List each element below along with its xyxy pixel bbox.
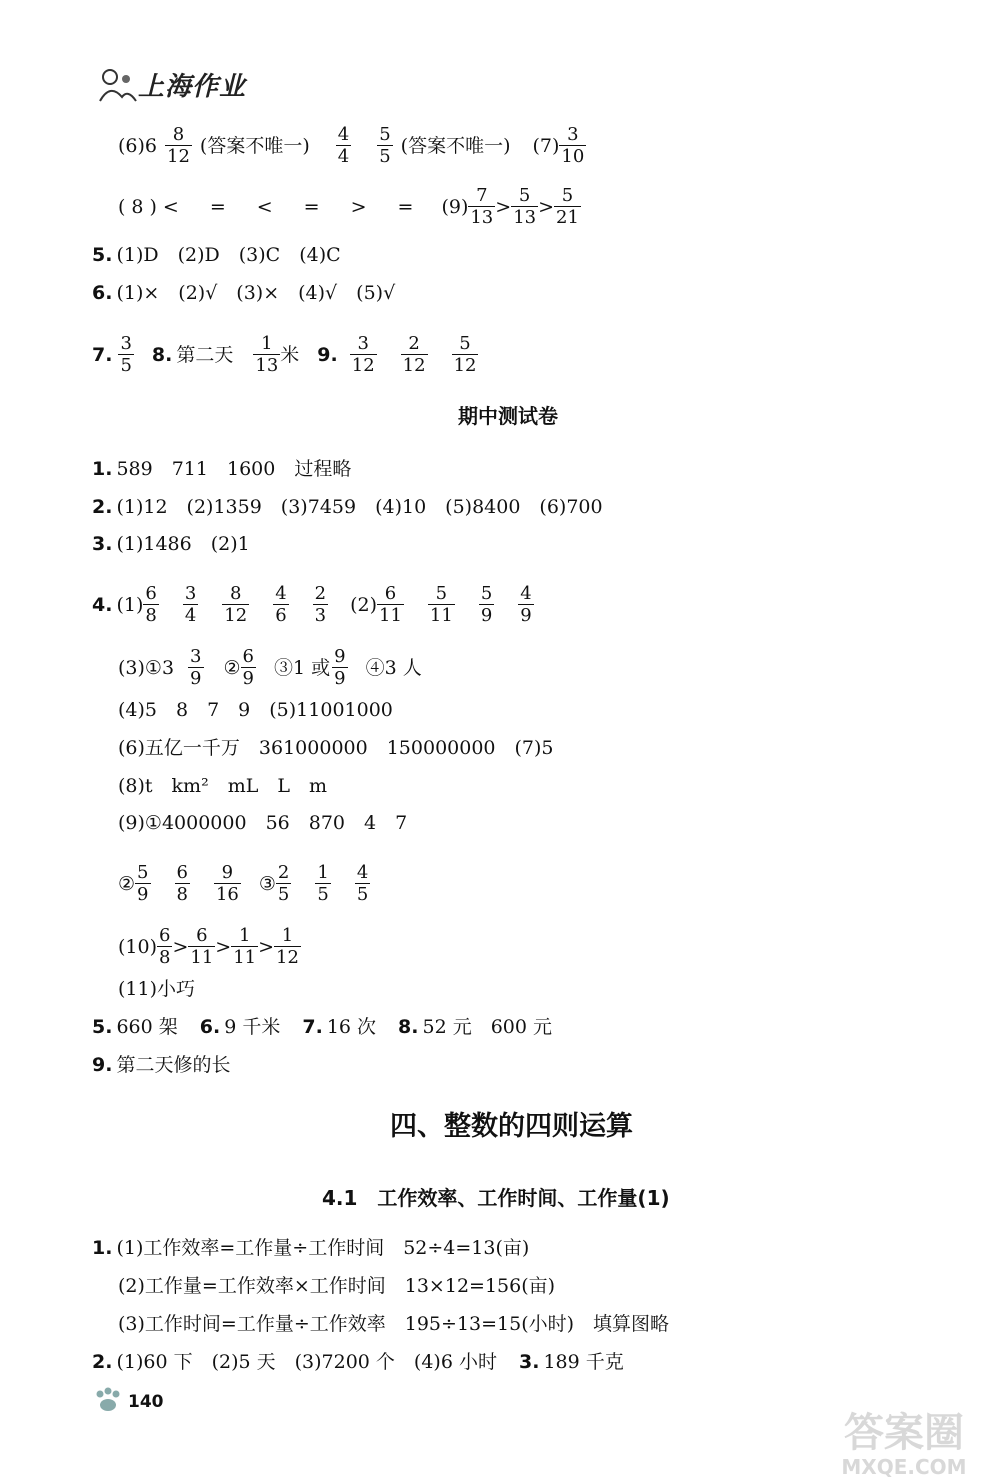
text: (1)1486 (2)1 [116, 533, 250, 555]
fraction: $\frac{6}{8}$ [159, 925, 171, 968]
midterm-q4-line10 [118, 925, 301, 968]
fraction: $\frac{3}{12}$ [351, 333, 375, 376]
text: (9)①4000000 56 870 4 7 [118, 812, 408, 834]
chapter-q2-3 [92, 1350, 624, 1374]
fraction: $\frac{3}{4}$ [184, 583, 197, 626]
midterm-q4-line3 [118, 646, 422, 689]
question-number: 5. [92, 1016, 113, 1038]
watermark [814, 1410, 994, 1478]
text: (4)5 8 7 9 (5)11001000 [118, 699, 393, 721]
fraction: $\frac{1}{13}$ [255, 333, 279, 376]
text: > [495, 195, 512, 218]
text: (6)五亿一千万 361000000 150000000 (7)5 [118, 737, 554, 759]
question-number: 4. [92, 593, 113, 616]
logo-text: 上海作业 [138, 72, 247, 102]
page-number: 140 [128, 1392, 164, 1412]
fraction: $\frac{8}{12}$ [167, 124, 190, 167]
text: 第二天修的长 [116, 1054, 231, 1076]
fraction: $\frac{5}{9}$ [480, 583, 493, 626]
answer-q7-8-9 [92, 333, 486, 376]
fraction: $\frac{2}{5}$ [277, 862, 290, 905]
fraction: $\frac{3}{10}$ [561, 124, 585, 167]
question-number: 2. [92, 496, 113, 518]
chapter-q1-l2 [118, 1274, 555, 1298]
question-number: 2. [92, 1351, 113, 1373]
fraction: $\frac{2}{3}$ [314, 583, 327, 626]
text: (1)12 (2)1359 (3)7459 (4)10 (5)8400 (6)700 [116, 496, 603, 518]
text: 9 千米 [224, 1016, 281, 1038]
text: 189 千克 [543, 1351, 624, 1373]
text: (3)工作时间=工作量÷工作效率 195÷13=15(小时) 填算图略 [118, 1313, 670, 1335]
text: (2) [350, 593, 378, 616]
text: > [258, 935, 275, 958]
fraction: $\frac{5}{9}$ [137, 862, 149, 905]
fraction: $\frac{3}{5}$ [120, 333, 132, 376]
fraction: $\frac{8}{12}$ [224, 583, 248, 626]
text: 第二天 [176, 343, 234, 366]
midterm-q4-line1 [92, 583, 542, 626]
text: (1) [116, 593, 144, 616]
question-number: 1. [92, 1237, 113, 1259]
answer-line-8-9 [118, 185, 581, 228]
question-number: 3. [518, 1351, 540, 1373]
question-number: 9. [92, 1054, 113, 1076]
midterm-q2 [92, 495, 603, 519]
text: (答案不唯一) [199, 134, 310, 157]
midterm-q4-line8 [118, 774, 327, 798]
text: (1)× (2)√ (3)× (4)√ (5)√ [116, 282, 396, 304]
fraction: $\frac{9}{9}$ [334, 646, 346, 689]
text: 米 [280, 343, 300, 366]
question-number: 1. [92, 458, 113, 480]
text: (10) [118, 935, 158, 958]
fraction: $\frac{4}{9}$ [520, 583, 532, 626]
text: (9) [441, 195, 469, 218]
fraction: $\frac{1}{5}$ [317, 862, 329, 905]
fraction: $\frac{9}{16}$ [215, 862, 239, 905]
text: 589 711 1600 过程略 [116, 458, 352, 480]
text: (6)6 [118, 134, 158, 157]
fraction: $\frac{6}{8}$ [176, 862, 188, 905]
text: > [215, 935, 232, 958]
text: (3)①3 [118, 656, 175, 679]
fraction: $\frac{7}{13}$ [470, 185, 494, 228]
fraction: $\frac{6}{11}$ [190, 925, 214, 968]
chapter-q1-l1 [92, 1236, 529, 1260]
fraction: $\frac{4}{4}$ [337, 124, 350, 167]
fraction: $\frac{1}{11}$ [233, 925, 257, 968]
text: (1)工作效率=工作量÷工作时间 52÷4=13(亩) [116, 1237, 530, 1259]
question-number: 6. [92, 282, 113, 304]
midterm-q5-8 [92, 1015, 552, 1039]
text: (答案不唯一) [400, 134, 511, 157]
midterm-q3 [92, 532, 250, 556]
question-number: 8. [398, 1016, 419, 1038]
answer-q5 [92, 243, 341, 267]
watermark-text: 答案圈 [844, 1410, 964, 1456]
question-number: 7. [92, 343, 113, 366]
chapter-title: 四、整数的四则运算 [390, 1111, 633, 1142]
text: ③1 或 [274, 656, 331, 679]
fraction: $\frac{6}{8}$ [145, 583, 157, 626]
fraction: $\frac{2}{12}$ [402, 333, 426, 376]
text: (11)小巧 [118, 978, 196, 1000]
chapter-q1-l3 [118, 1312, 669, 1336]
cartoon-figure-icon [96, 67, 138, 103]
fraction: $\frac{5}{11}$ [429, 583, 453, 626]
answer-q6 [92, 281, 395, 305]
question-number: 3. [92, 533, 113, 555]
header-logo [96, 66, 246, 103]
paw-print-icon [92, 1386, 124, 1414]
fraction: $\frac{5}{12}$ [453, 333, 477, 376]
midterm-q4-line9b [118, 862, 378, 905]
midterm-q9 [92, 1053, 230, 1077]
fraction: $\frac{5}{13}$ [513, 185, 537, 228]
midterm-q1 [92, 457, 351, 481]
question-number: 8. [151, 343, 173, 366]
text: ② [118, 872, 136, 895]
fraction: $\frac{5}{21}$ [556, 185, 579, 228]
text: (8)t km² mL L m [118, 775, 327, 797]
text: (2)工作量=工作效率×工作时间 13×12=156(亩) [118, 1275, 556, 1297]
midterm-q4-line4 [118, 698, 393, 722]
question-number: 5. [92, 244, 113, 266]
text: (8)< = < = > = [118, 195, 420, 218]
text: > [172, 935, 189, 958]
watermark-url: MXQE.COM [841, 1455, 967, 1479]
midterm-q4-line11 [118, 977, 195, 1001]
fraction: $\frac{6}{11}$ [379, 583, 402, 626]
fraction: $\frac{6}{9}$ [242, 646, 254, 689]
text: ③ [258, 872, 276, 895]
fraction: $\frac{5}{5}$ [379, 124, 391, 167]
text: 52 元 600 元 [422, 1016, 553, 1038]
text: (1)60 下 (2)5 天 (3)7200 个 (4)6 小时 [116, 1351, 497, 1373]
text: 660 架 [116, 1016, 178, 1038]
question-number: 6. [199, 1016, 221, 1038]
fraction: $\frac{1}{12}$ [276, 925, 299, 968]
text: (7) [532, 134, 560, 157]
text: ② [223, 656, 241, 679]
fraction: $\frac{4}{6}$ [275, 583, 287, 626]
question-number: 9. [317, 343, 338, 366]
text: ④3 人 [365, 656, 422, 679]
midterm-q4-line6 [118, 736, 554, 760]
question-number: 7. [302, 1016, 323, 1038]
fraction: $\frac{3}{9}$ [190, 646, 202, 689]
text: (1)D (2)D (3)C (4)C [116, 244, 341, 266]
text: > [538, 195, 555, 218]
section-title-midterm: 期中测试卷 [458, 404, 558, 428]
section-subtitle: 4.1 工作效率、工作时间、工作量(1) [322, 1186, 670, 1210]
midterm-q4-line9 [118, 811, 407, 835]
text: 16 次 [326, 1016, 377, 1038]
fraction: $\frac{4}{5}$ [356, 862, 369, 905]
answer-line-6-7 [118, 124, 594, 167]
